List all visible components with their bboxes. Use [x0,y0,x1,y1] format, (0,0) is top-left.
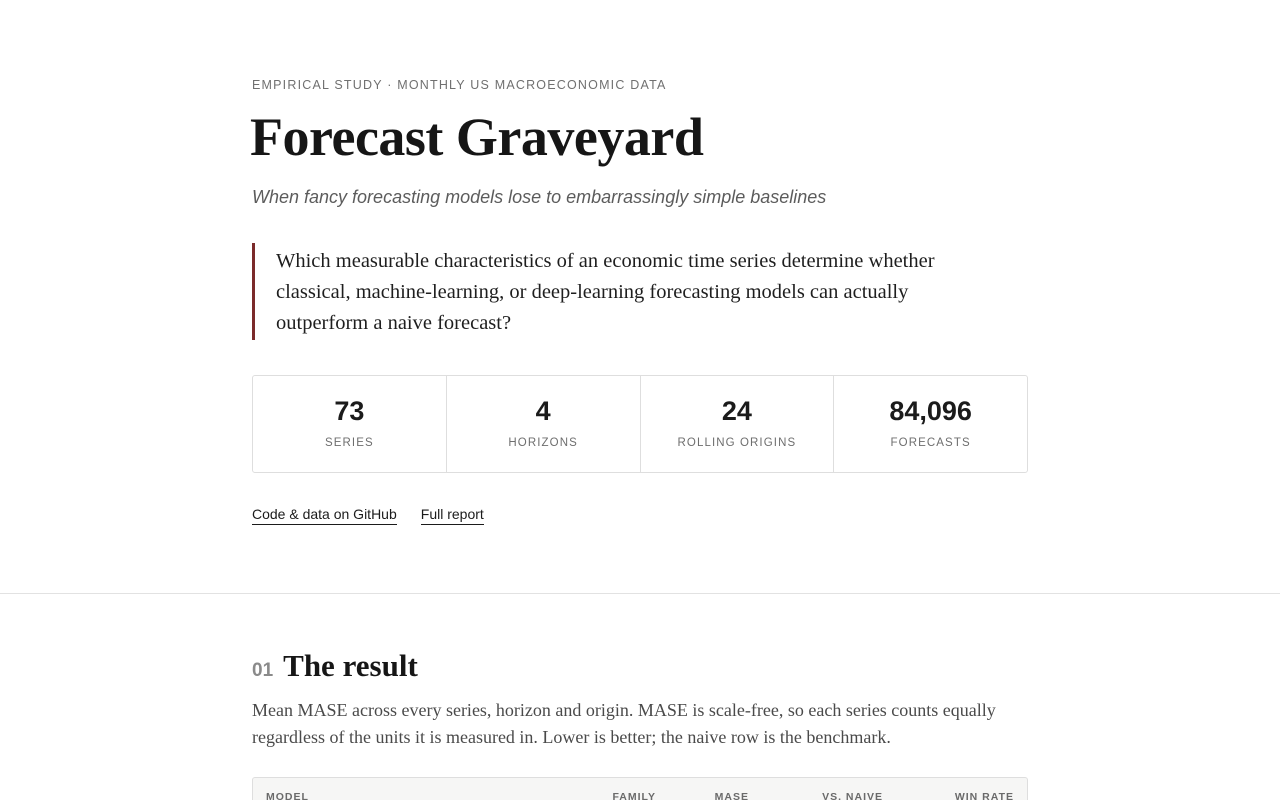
stat-forecasts [834,376,1027,472]
column-header-family[interactable]: FAMILY [612,791,656,800]
stat-value: 84,096 [889,396,972,426]
column-header-mase[interactable]: MASE [714,791,749,800]
section-divider [0,593,1280,594]
section-number: 01 [252,660,274,681]
section-heading [252,648,418,684]
page-title: Forecast Graveyard [250,107,704,167]
stat-label: HORIZONS [508,437,578,449]
github-link[interactable]: Code & data on GitHub [252,506,397,525]
resource-links [252,506,484,525]
section-title: The result [283,648,418,683]
results-table [252,777,1028,800]
stats-panel [252,375,1028,473]
column-header-win-rate[interactable]: WIN RATE [954,791,1014,800]
stat-label: FORECASTS [890,437,971,449]
stat-series [253,376,447,472]
study-eyebrow: EMPIRICAL STUDY · MONTHLY US MACROECONOMIC DATA [252,78,667,92]
full-report-link[interactable]: Full report [421,506,484,525]
column-header-model[interactable]: MODEL [266,791,309,800]
stat-value: 24 [721,396,752,426]
table-header [253,778,1027,800]
stat-value: 4 [535,396,551,426]
section-description: Mean MASE across every series, horizon and origin. MASE is scale-free, so each series counts equally regardless of the units it is measured in. Lower is better; the naive row is the benchmark. [252,700,996,747]
stat-rolling-origins [641,376,835,472]
research-question: Which measurable characteristics of an economic time series determine whether classical, machine-learning, or deep-learning forecasting models can actually outperform a naive forecast? [252,243,992,340]
stat-label: ROLLING ORIGINS [677,437,797,449]
stat-label: SERIES [324,437,374,449]
stat-horizons [447,376,641,472]
stat-value: 73 [334,396,365,426]
column-header-vs-naive[interactable]: VS. NAIVE [822,791,883,800]
page-subtitle: When fancy forecasting models lose to embarrassingly simple baselines [252,187,827,207]
